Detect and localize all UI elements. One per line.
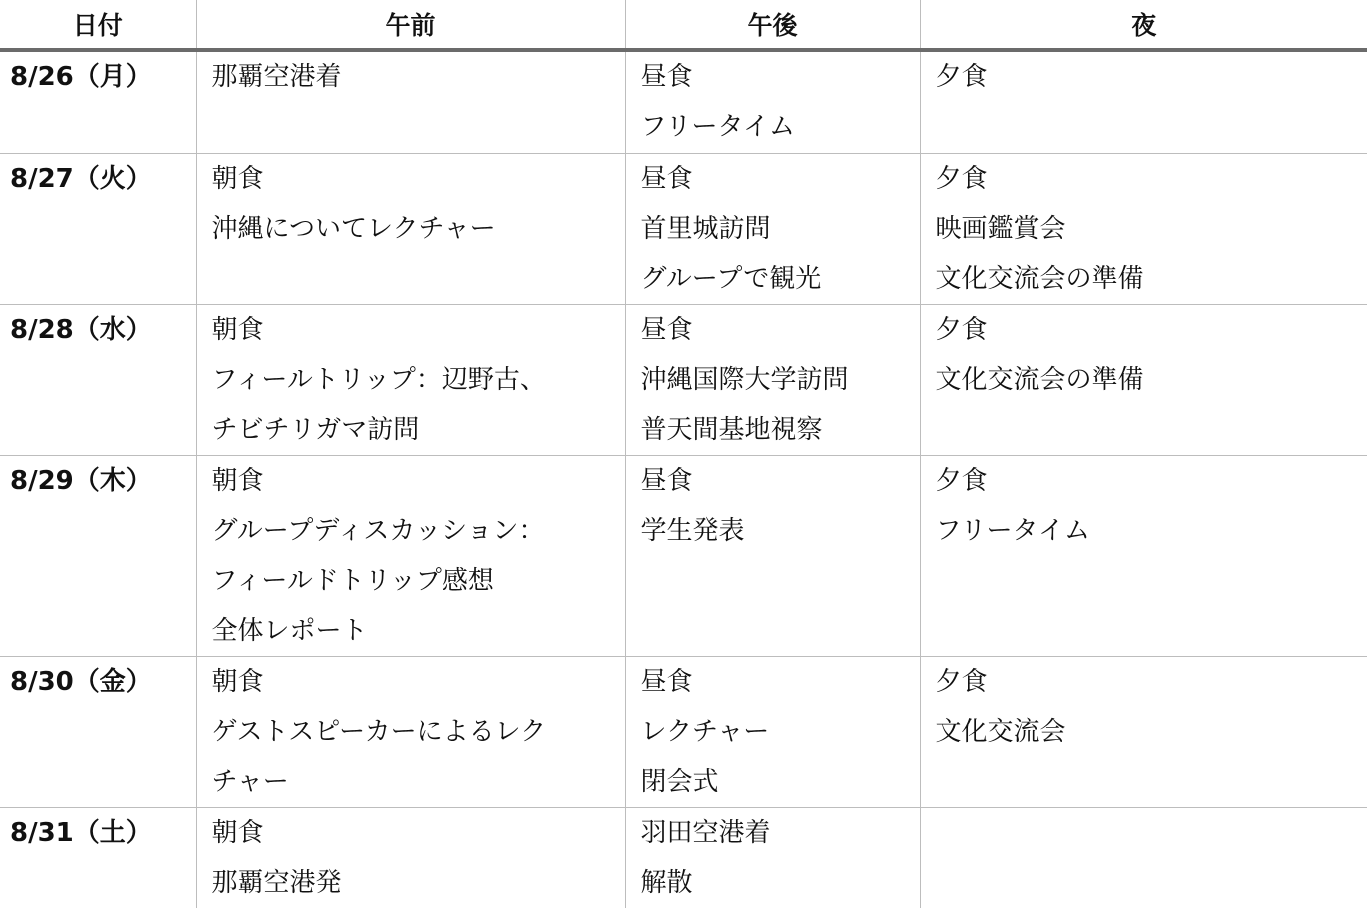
activity-item: 昼食 <box>641 52 920 102</box>
activity-item: 夕食 <box>936 154 1367 204</box>
evening-cell <box>920 50 1367 153</box>
activity-item: グループで観光 <box>641 254 920 304</box>
table-row <box>0 304 1367 455</box>
date-cell: 8/26（月） <box>0 50 196 153</box>
activity-item: 全体レポート <box>212 606 625 656</box>
afternoon-cell <box>625 656 920 807</box>
afternoon-cell <box>625 304 920 455</box>
afternoon-cell <box>625 807 920 908</box>
table-row <box>0 153 1367 304</box>
activity-item: 閉会式 <box>641 757 920 807</box>
activity-item: ゲストスピーカーによるレク <box>212 707 625 757</box>
activity-item: 朝食 <box>212 808 625 858</box>
activity-item: 夕食 <box>936 305 1367 355</box>
date-cell: 8/30（金） <box>0 656 196 807</box>
activity-item: チビチリガマ訪問 <box>212 405 625 455</box>
activity-item: 那覇空港着 <box>212 52 625 102</box>
schedule-body <box>0 50 1367 908</box>
activity-item: 首里城訪問 <box>641 204 920 254</box>
activity-item: 沖縄についてレクチャー <box>212 204 625 254</box>
activity-item: 解散 <box>641 858 920 908</box>
morning-cell <box>196 656 625 807</box>
afternoon-cell <box>625 153 920 304</box>
activity-item: 朝食 <box>212 154 625 204</box>
activity-item: 夕食 <box>936 52 1367 102</box>
activity-item: フィールトリップ：辺野古、 <box>212 355 625 405</box>
activity-item: 朝食 <box>212 657 625 707</box>
activity-item: 昼食 <box>641 305 920 355</box>
activity-item: 那覇空港発 <box>212 858 625 908</box>
table-row <box>0 455 1367 656</box>
activity-item: 昼食 <box>641 154 920 204</box>
afternoon-cell <box>625 455 920 656</box>
activity-item: 文化交流会 <box>936 707 1367 757</box>
afternoon-cell <box>625 50 920 153</box>
activity-item: フリータイム <box>936 506 1367 556</box>
activity-item: 文化交流会の準備 <box>936 254 1367 304</box>
activity-item: 昼食 <box>641 657 920 707</box>
table-row <box>0 50 1367 153</box>
schedule-header <box>0 0 1367 50</box>
activity-item: 映画鑑賞会 <box>936 204 1367 254</box>
activity-item: 沖縄国際大学訪問 <box>641 355 920 405</box>
header-date: 日付 <box>0 0 196 50</box>
evening-cell <box>920 455 1367 656</box>
morning-cell <box>196 807 625 908</box>
activity-item: 朝食 <box>212 305 625 355</box>
activity-item: チャー <box>212 757 625 807</box>
table-row <box>0 807 1367 908</box>
evening-cell <box>920 153 1367 304</box>
activity-item: フィールドトリップ感想 <box>212 556 625 606</box>
activity-item: 普天間基地視察 <box>641 405 920 455</box>
evening-cell <box>920 304 1367 455</box>
evening-cell <box>920 656 1367 807</box>
activity-item: 朝食 <box>212 456 625 506</box>
morning-cell <box>196 455 625 656</box>
header-row <box>0 0 1367 50</box>
activity-item: グループディスカッション： <box>212 506 625 556</box>
evening-cell <box>920 807 1367 908</box>
table-row <box>0 656 1367 807</box>
date-cell: 8/31（土） <box>0 807 196 908</box>
activity-item: 羽田空港着 <box>641 808 920 858</box>
header-morning: 午前 <box>196 0 625 50</box>
activity-item: 文化交流会の準備 <box>936 355 1367 405</box>
activity-item: 学生発表 <box>641 506 920 556</box>
date-cell: 8/29（木） <box>0 455 196 656</box>
header-afternoon: 午後 <box>625 0 920 50</box>
activity-item: 昼食 <box>641 456 920 506</box>
date-cell: 8/27（火） <box>0 153 196 304</box>
activity-item: レクチャー <box>641 707 920 757</box>
morning-cell <box>196 153 625 304</box>
morning-cell <box>196 50 625 153</box>
morning-cell <box>196 304 625 455</box>
header-evening: 夜 <box>920 0 1367 50</box>
activity-item: 夕食 <box>936 456 1367 506</box>
date-cell: 8/28（水） <box>0 304 196 455</box>
activity-item: フリータイム <box>641 102 920 152</box>
activity-item: 夕食 <box>936 657 1367 707</box>
